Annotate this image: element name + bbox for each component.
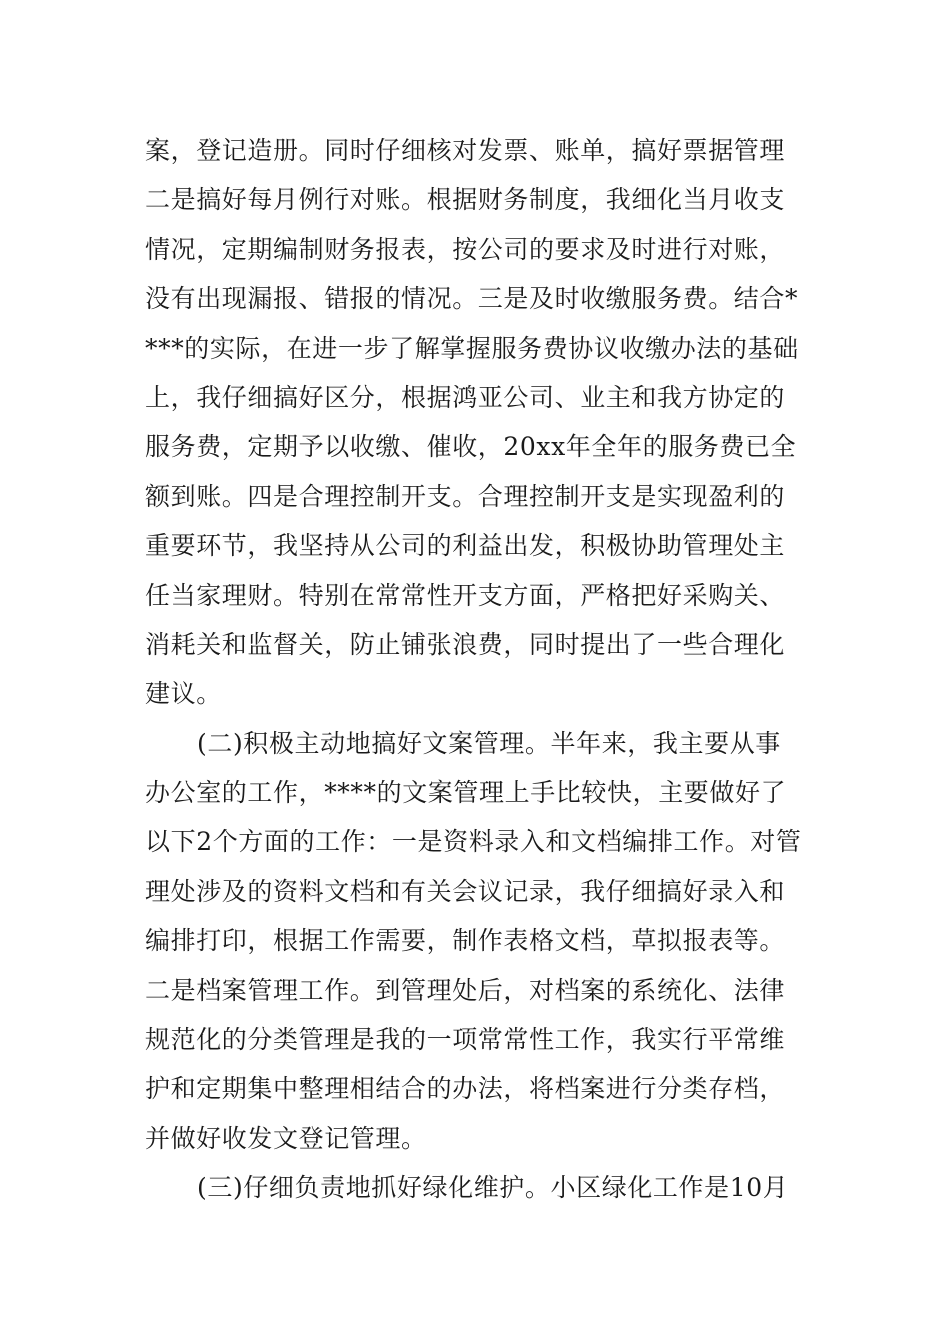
text-line: 二是档案管理工作。到管理处后，对档案的系统化、法律	[145, 975, 786, 1005]
text-line: 情况，定期编制财务报表，按公司的要求及时进行对账，	[145, 234, 786, 264]
paragraph	[145, 719, 811, 1164]
text-line: ***的实际，在进一步了解掌握服务费协议收缴办法的基础	[145, 333, 799, 363]
paragraph	[145, 126, 811, 719]
text-line: 护和定期集中整理相结合的办法，将档案进行分类存档，	[145, 1074, 786, 1104]
text-line: 案，登记造册。同时仔细核对发票、账单，搞好票据管理	[145, 136, 786, 165]
text-line: 编排打印，根据工作需要，制作表格文档，草拟报表等。	[145, 926, 786, 956]
text-line: 上，我仔细搞好区分，根据鸿亚公司、业主和我方协定的	[145, 382, 786, 412]
text-line: 重要环节，我坚持从公司的利益出发，积极协助管理处主	[145, 531, 786, 561]
text-line: 服务费，定期予以收缴、催收，20xx年全年的服务费已全	[145, 432, 797, 462]
text-line: 二是搞好每月例行对账。根据财务制度，我细化当月收支	[145, 185, 786, 215]
text-line: 办公室的工作，****的文案管理上手比较快，主要做好了	[145, 778, 787, 808]
text-line: 消耗关和监督关，防止铺张浪费，同时提出了一些合理化	[145, 629, 786, 659]
text-line: (三)仔细负责地抓好绿化维护。小区绿化工作是10月	[197, 1173, 789, 1203]
text-line: 建议。	[145, 679, 222, 709]
text-line: 规范化的分类管理是我的一项常常性工作，我实行平常维	[145, 1025, 786, 1055]
text-line: 并做好收发文登记管理。	[145, 1123, 427, 1153]
text-line: 以下2个方面的工作：一是资料录入和文档编排工作。对管	[145, 827, 802, 857]
paragraph	[145, 1163, 811, 1212]
text-line: 没有出现漏报、错报的情况。三是及时收缴服务费。结合*	[145, 284, 799, 314]
text-line: 理处涉及的资料文档和有关会议记录，我仔细搞好录入和	[145, 876, 786, 906]
document-body	[145, 126, 811, 1213]
text-line: 额到账。四是合理控制开支。合理控制开支是实现盈利的	[145, 481, 786, 511]
text-line: (二)积极主动地搞好文案管理。半年来，我主要从事	[197, 728, 781, 758]
text-line: 任当家理财。特别在常常性开支方面，严格把好采购关、	[145, 580, 786, 610]
